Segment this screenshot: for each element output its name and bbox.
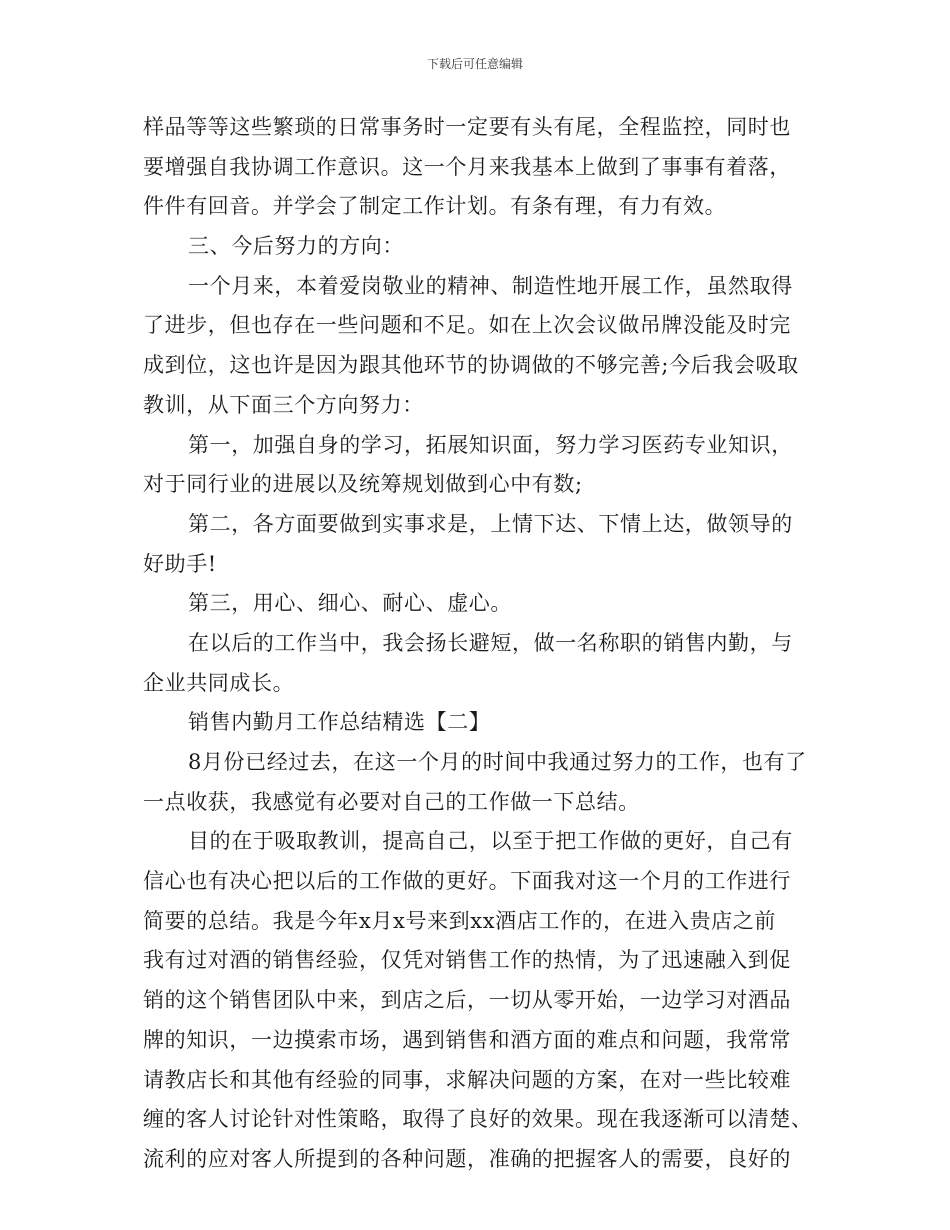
text-line: 件件有回音。并学会了制定工作计划。有条有理，有力有效。 [143,194,727,219]
page-header: 下载后可任意编辑 [426,57,523,71]
text-line: 牌的知识，一边摸索市场，遇到销售和酒方面的难点和问题，我常常 [143,1027,791,1052]
text-line: 我有过对酒的销售经验，仅凭对销售工作的热情，为了迅速融入到促 [143,948,791,973]
body-text [143,108,813,1180]
text-line: 第二，各方面要做到实事求是，上情下达、下情上达，做领导的 [188,511,793,536]
text-line: 第一，加强自身的学习，拓展知识面，努力学习医药专业知识， [188,432,793,457]
text-line: 要增强自我协调工作意识。这一个月来我基本上做到了事事有着落， [143,154,791,179]
text-line: 请教店长和其他有经验的同事，求解决问题的方案，在对一些比较难 [143,1067,791,1092]
text-line: 企业共同成长。 [143,670,295,695]
section-heading: 三、今后努力的方向： [188,234,404,259]
text-line: 一点收获，我感觉有必要对自己的工作做一下总结。 [143,789,640,814]
text-line: 样品等等这些繁琐的日常事务时一定要有头有尾，全程监控，同时也 [143,115,791,139]
text-line: 一个月来，本着爱岗敬业的精神、制造性地开展工作，虽然取得 [188,273,793,298]
text-line: 信心也有决心把以后的工作做的更好。下面我对这一个月的工作进行 [143,869,791,894]
text-line: 流利的应对客人所提到的各种问题，准确的把握客人的需要，良好的 [143,1146,791,1171]
text-line: 简要的总结。我是今年x月x号来到xx酒店工作的，在进入贵店之前 [143,908,776,933]
text-line: 缠的客人讨论针对性策略，取得了良好的效果。现在我逐渐可以清楚、 [143,1107,813,1132]
text-line: 教训，从下面三个方向努力： [143,392,424,417]
text-line: 对于同行业的进展以及统筹规划做到心中有数; [143,472,583,497]
text-line: 销的这个销售团队中来，到店之后，一切从零开始，一边学习对酒品 [143,988,791,1013]
text-line: 8月份已经过去，在这一个月的时间中我通过努力的工作，也有了 [188,750,807,774]
text-line: 好助手! [143,551,217,576]
section-title: 销售内勤月工作总结精选【二】 [188,710,491,735]
text-line: 第三，用心、细心、耐心、虚心。 [188,591,512,616]
text-line: 在以后的工作当中，我会扬长避短，做一名称职的销售内勤，与 [188,630,793,655]
text-line: 目的在于吸取教训，提高自己，以至于把工作做的更好，自己有 [188,829,793,854]
text-line: 了进步，但也存在一些问题和不足。如在上次会议做吊牌没能及时完 [143,313,791,338]
text-line: 成到位，这也许是因为跟其他环节的协调做的不够完善;今后我会吸取 [143,353,799,378]
